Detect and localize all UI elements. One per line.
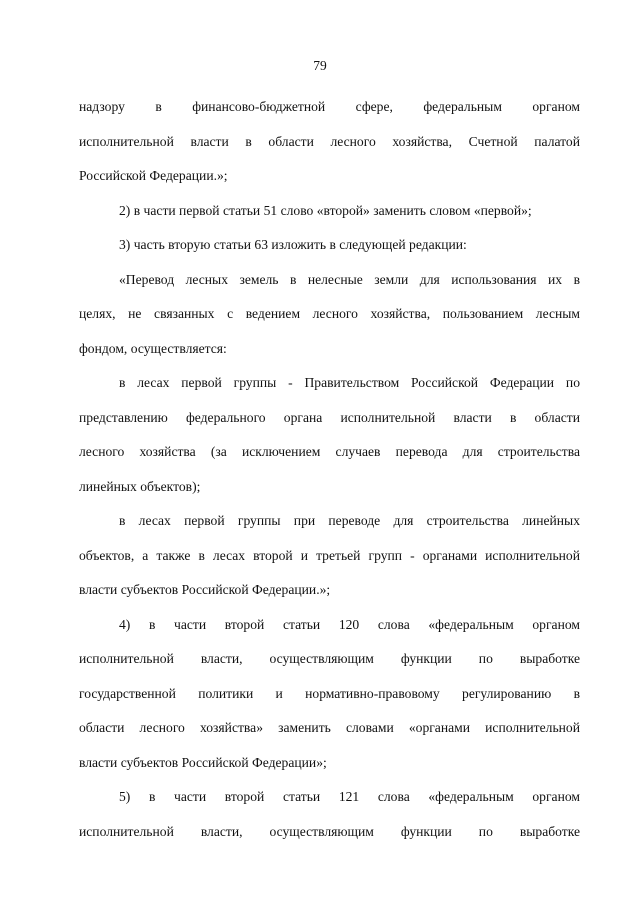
document-body [79, 90, 580, 849]
text-line: 4) в части второй статьи 120 слова «федеральным органом [119, 616, 580, 632]
paragraph-item-3 [79, 228, 580, 263]
text-line: 2) в части первой статьи 51 слово «второй» заменить словом «первой»; [119, 202, 532, 218]
page-number: 79 [313, 58, 327, 73]
paragraph-continuation [79, 90, 580, 194]
paragraph-item-5 [79, 780, 580, 849]
text-line: власти субъектов Российской Федерации»; [79, 754, 327, 770]
text-line: в лесах первой группы - Правительством Российской Федерации по [119, 375, 580, 390]
text-line: линейных объектов); [79, 478, 201, 494]
text-line: представлению федерального органа исполнительной власти в области [79, 409, 580, 425]
paragraph-quote-1 [79, 263, 580, 367]
text-line: исполнительной власти в области лесного хозяйства, Счетной палатой [79, 133, 580, 149]
text-line: «Перевод лесных земель в нелесные земли для использования их в [119, 271, 580, 287]
text-line: 5) в части второй статьи 121 слова «федеральным органом [119, 789, 580, 804]
text-line: государственной политики и нормативно-правовому регулированию в [79, 685, 580, 701]
text-line: надзору в финансово-бюджетной сфере, федеральным органом [79, 99, 580, 114]
text-line: власти субъектов Российской Федерации.»; [79, 582, 331, 597]
text-line: исполнительной власти, осуществляющим функции по выработке [79, 651, 580, 666]
text-line: Российской Федерации.»; [79, 168, 228, 183]
text-line: исполнительной власти, осуществляющим функции по выработке [79, 823, 580, 839]
paragraph-quote-2 [79, 366, 580, 504]
text-line: 3) часть вторую статьи 63 изложить в следующей редакции: [119, 237, 467, 252]
paragraph-item-4 [79, 608, 580, 781]
text-line: в лесах первой группы при переводе для строительства линейных [119, 513, 580, 528]
text-line: целях, не связанных с ведением лесного хозяйства, пользованием лесным [79, 306, 580, 321]
text-line: области лесного хозяйства» заменить словами «органами исполнительной [79, 720, 580, 735]
paragraph-quote-3 [79, 504, 580, 608]
text-line: фондом, осуществляется: [79, 340, 227, 356]
text-line: объектов, а также в лесах второй и третьей групп - органами исполнительной [79, 547, 580, 563]
text-line: лесного хозяйства (за исключением случаев перевода для строительства [79, 444, 580, 459]
paragraph-item-2 [79, 194, 580, 229]
